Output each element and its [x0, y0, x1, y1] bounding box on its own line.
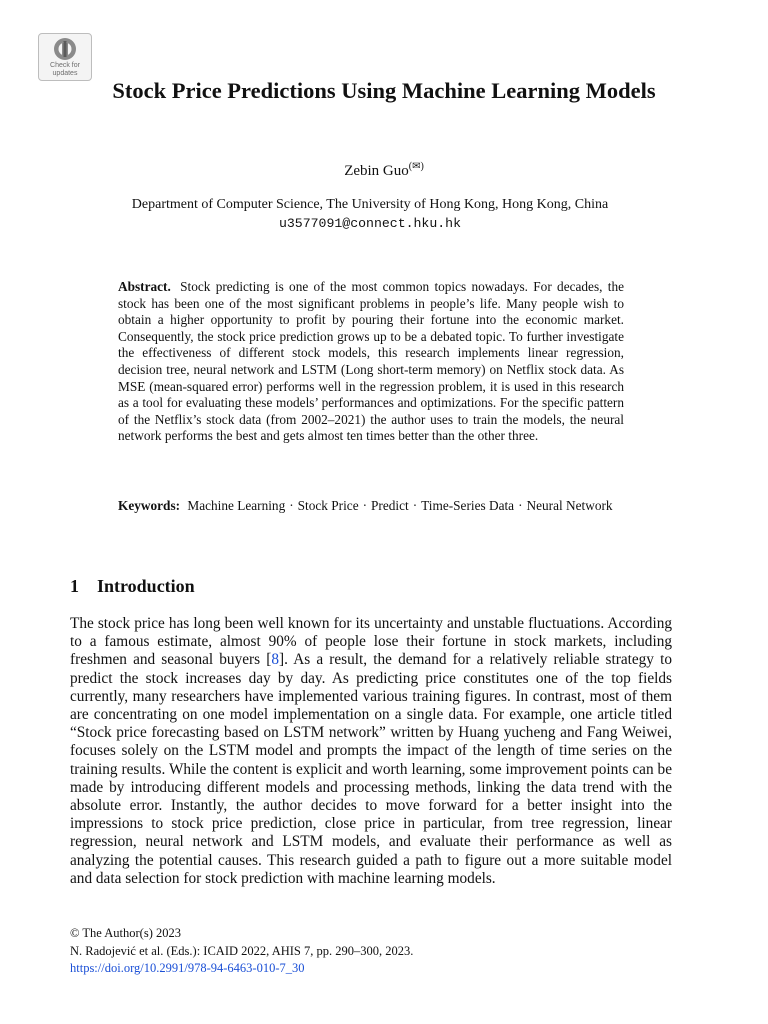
paper-title: Stock Price Predictions Using Machine Learning Models — [112, 78, 656, 103]
keyword: Stock Price — [297, 498, 359, 513]
author-name: Zebin Guo — [344, 163, 409, 179]
badge-line-1: Check for — [50, 62, 80, 69]
keywords — [118, 498, 624, 515]
author-line — [0, 161, 768, 180]
proceedings-citation: N. Radojević et al. (Eds.): ICAID 2022, AHIS 7, pp. 290–300, 2023. — [70, 943, 414, 958]
abstract-label: Abstract. — [118, 279, 171, 294]
badge-line-2: updates — [52, 70, 78, 77]
introduction-paragraph — [70, 615, 672, 888]
keyword: Machine Learning — [187, 498, 286, 513]
abstract-text: Stock predicting is one of the most common topics nowadays. For decades, the stock has been one of the most significant problems in people’s life. Many people wish to obtain a higher opportunity to profit by pouring their fortune into the economic market. Consequently, the stock price prediction grows up to be a debated topic. To further investigate the effectiveness of different stock models, this research implements linear regression, decision tree, neural network and LSTM (Long short-term memory) on Netflix stock data. As MSE (mean-squared error) performs well in the regression problem, it is used in this research as a tool for evaluating these models’ performances and optimizations. For the specific pattern of the Netflix’s stock data (from 2002–2021) the author uses to train the models, the neural network performs the best and gets almost ten times better than the other three. — [118, 279, 624, 444]
keyword-separator: · — [518, 498, 523, 513]
section-heading — [70, 576, 195, 597]
keyword-separator: · — [362, 498, 368, 513]
intro-text-1: The stock price has long been well known for its uncertainty and unstable fluctuations. According to a famous estimate, almost 90% of people lose their fortune in stock markets, including freshmen and seasonal buyers [ — [70, 615, 672, 669]
section-title: Introduction — [97, 576, 195, 596]
keyword: Predict — [371, 498, 409, 513]
keyword: Time-Series Data — [421, 498, 515, 513]
keyword: Neural Network — [526, 498, 613, 513]
citation-link[interactable]: 8 — [271, 651, 279, 669]
keyword-separator: · — [289, 498, 294, 513]
doi-link[interactable]: https://doi.org/10.2991/978-94-6463-010-7_30 — [70, 961, 305, 975]
check-for-updates-icon — [52, 37, 78, 61]
mail-icon[interactable]: (✉) — [408, 161, 424, 172]
intro-text-2: ]. As a result, the demand for a relatively reliable strategy to predict the stock increases day by day. As predicting price constitutes one of the top fields currently, many researchers have implemented various training figures. In contrast, most of them are concentrating on one model implementation on a single data. For example, one article titled “Stock price forecasting based on LSTM network” written by Huang yucheng and Fang Weiwei, focuses solely on the LSTM model and prompts the impact of the length of time series on the training results. While the content is explicit and worth learning, some improvement points can be made by introducing different models and processing methods, linking the data trend with the absolute error. Instantly, the author decides to move forward for a better insight into the impressions to stock price prediction, close price in particular, from tree regression, linear regression, neural network and LSTM models, and evaluate their performance as well as analyzing the potential causes. This research guided a path to figure out a more suitable model and data selection for stock prediction with machine learning models. — [70, 651, 672, 887]
keyword-separator: · — [412, 498, 418, 513]
check-for-updates-badge[interactable] — [38, 33, 92, 81]
author-email[interactable]: u3577091@connect.hku.hk — [278, 216, 462, 231]
footer — [70, 925, 413, 978]
copyright: © The Author(s) 2023 — [70, 926, 181, 940]
abstract — [118, 279, 624, 445]
keywords-label: Keywords: — [118, 498, 181, 513]
section-number: 1 — [70, 576, 79, 596]
affiliation: Department of Computer Science, The University of Hong Kong, Hong Kong, China — [131, 197, 609, 212]
